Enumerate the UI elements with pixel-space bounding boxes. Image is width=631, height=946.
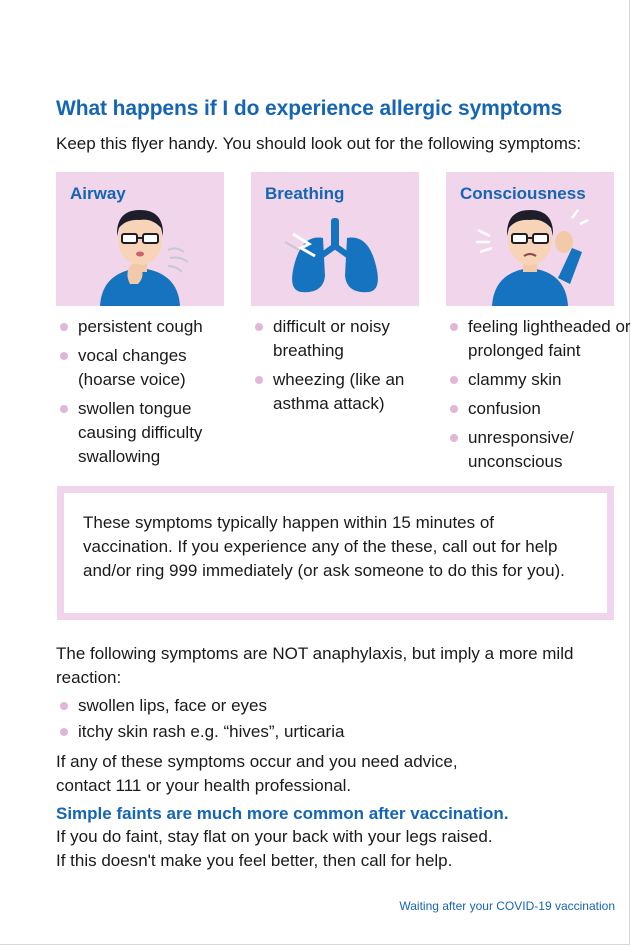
airway-symptom-list [56,315,236,474]
faint-text-line-2: If this doesn't make you feel better, then call for help. [56,851,453,870]
notice-text: These symptoms typically happen within 15 minutes of vaccination. If you experience any of the these, call out for help and/or ring 999 immediately (or ask someone to do this for you). [83,513,565,580]
airway-card [56,172,224,306]
consciousness-symptom-list [446,315,631,479]
mild-reaction-intro: The following symptoms are NOT anaphylaxis, but imply a more mild reaction: [56,644,574,687]
footer-text: Waiting after your COVID-19 vaccination [399,899,615,913]
intro-text: Keep this flyer handy. You should look out for the following symptoms: [56,134,582,153]
bullet-icon [255,323,263,331]
bullet-icon [255,376,263,384]
list-item: swollen tongue causing difficulty swallowing [56,397,228,469]
list-item: swollen lips, face or eyes [56,694,476,718]
bullet-icon [60,323,68,331]
list-item: feeling lightheaded or prolonged faint [446,315,631,363]
mild-symptom-list [56,694,476,746]
bullet-icon [450,434,458,442]
consciousness-card [446,172,614,306]
list-item: clammy skin [446,368,626,392]
bullet-icon [60,405,68,413]
bullet-icon [450,323,458,331]
list-item: persistent cough [56,315,236,339]
faint-text-line-1: If you do faint, stay flat on your back with your legs raised. [56,827,493,846]
warning-notice-box [57,486,614,620]
list-item: wheezing (like an asthma attack) [251,368,423,416]
faint-heading: Simple faints are much more common after vaccination. [56,804,509,823]
bullet-icon [450,405,458,413]
list-item: confusion [446,397,626,421]
list-item: difficult or noisy breathing [251,315,413,363]
airway-title: Airway [70,184,126,203]
consciousness-title: Consciousness [460,184,586,203]
mild-advice-text: If any of these symptoms occur and you need advice, contact 111 or your health professional. [56,752,458,795]
bullet-icon [60,352,68,360]
list-item: vocal changes (hoarse voice) [56,344,204,392]
breathing-symptom-list [251,315,426,421]
bullet-icon [450,376,458,384]
bullet-icon [60,728,68,736]
breathing-title: Breathing [265,184,345,203]
bullet-icon [60,702,68,710]
page-heading: What happens if I do experience allergic symptoms [56,97,563,120]
list-item: unresponsive/ unconscious [446,426,608,474]
list-item: itchy skin rash e.g. “hives”, urticaria [56,720,476,744]
breathing-card [251,172,419,306]
